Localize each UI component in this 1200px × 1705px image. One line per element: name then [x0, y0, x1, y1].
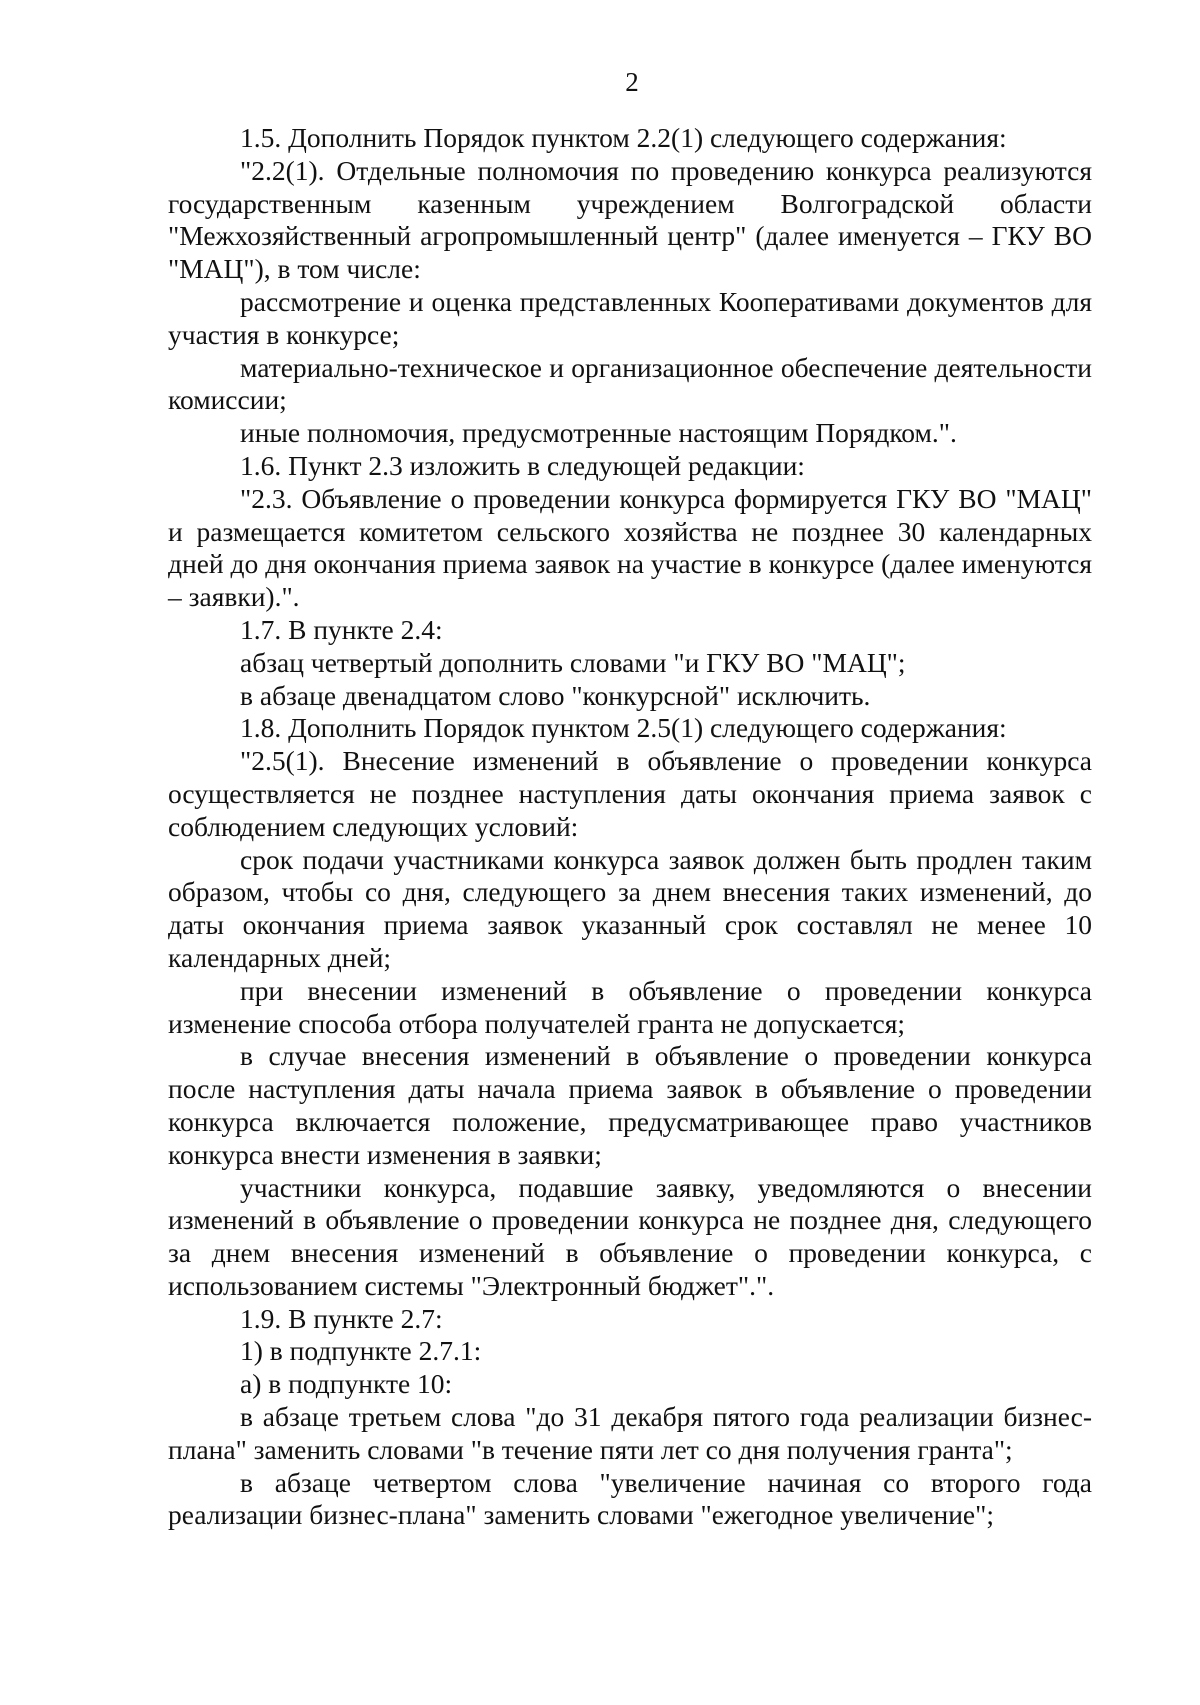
paragraph-abzac-12: в абзаце двенадцатом слово "конкурсной" исключить.	[240, 679, 871, 711]
paragraph-subitem-2-7-1: 1) в подпункте 2.7.1:	[240, 1335, 482, 1367]
paragraph-1-8: 1.8. Дополнить Порядок пунктом 2.5(1) следующего содержания:	[240, 712, 1007, 744]
paragraph-abzac-4-words: в абзаце четвертом слова "увеличение начиная со второго года реализации бизнес-плана" заменить словами "ежегодное увеличение";	[168, 1466, 1092, 1531]
page-number: 2	[625, 67, 639, 97]
paragraph-1-5: 1.5. Дополнить Порядок пунктом 2.2(1) следующего содержания:	[240, 122, 1007, 153]
paragraph-method-change: при внесении изменений в объявление о проведении конкурса изменение способа отбора получателей гранта не допускается;	[168, 974, 1092, 1039]
paragraph-2-5-1: "2.5(1). Внесение изменений в объявление о проведении конкурса осуществляется не позднее наступления даты окончания приема заявок с соблюдением следующих условий:	[168, 745, 1092, 842]
paragraph-1-7: 1.7. В пункте 2.4:	[240, 613, 443, 645]
paragraph-after-start-date: в случае внесения изменений в объявление о проведении конкурса после наступления даты начала приема заявок в объявление о проведении конкурса включается положение, предусматривающее право участников конкурса внести изменения в заявки;	[168, 1040, 1092, 1170]
paragraph-other-powers: иные полномочия, предусмотренные настоящим Порядком.".	[240, 417, 957, 449]
paragraph-2-3: "2.3. Объявление о проведении конкурса формируется ГКУ ВО "МАЦ" и размещается комитетом сельского хозяйства не позднее 30 календарных дней до дня окончания приема заявок на участие в конкурсе (далее именуются – заявки).".	[168, 482, 1092, 613]
paragraph-abzac-3: в абзаце третьем слова "до 31 декабря пятого года реализации бизнес-плана" заменить словами "в течение пяти лет со дня получения гранта";	[168, 1401, 1092, 1465]
paragraph-notification: участники конкурса, подавшие заявку, уведомляются о внесении изменений в объявление о проведении конкурса не позднее дня, следующего за днем внесения изменений в объявление о проведении конкурса, с использованием системы "Электронный бюджет".".	[168, 1171, 1092, 1301]
paragraph-1-9: 1.9. В пункте 2.7:	[240, 1302, 443, 1334]
paragraph-1-6: 1.6. Пункт 2.3 изложить в следующей редакции:	[240, 449, 805, 481]
document-body	[168, 122, 1092, 1532]
paragraph-subitem-10: а) в подпункте 10:	[240, 1368, 453, 1400]
paragraph-abzac-4: абзац четвертый дополнить словами "и ГКУ ВО "МАЦ";	[240, 646, 906, 678]
paragraph-deadline-extension: срок подачи участниками конкурса заявок должен быть продлен таким образом, чтобы со дня, следующего за днем внесения таких изменений, до даты окончания приема заявок указанный срок составлял не менее 10 календарных дней;	[168, 843, 1092, 973]
paragraph-material-support: материально-техническое и организационное обеспечение деятельности комиссии;	[168, 351, 1092, 416]
paragraph-2-2-1: "2.2(1). Отдельные полномочия по проведению конкурса реализуются государственным казенным учреждением Волгоградской области "Межхозяйственный агропромышленный центр" (далее именуется – ГКУ ВО "МАЦ"), в том числе:	[168, 154, 1092, 285]
paragraph-review-documents: рассмотрение и оценка представленных Кооперативами документов для участия в конкурсе;	[168, 285, 1092, 350]
